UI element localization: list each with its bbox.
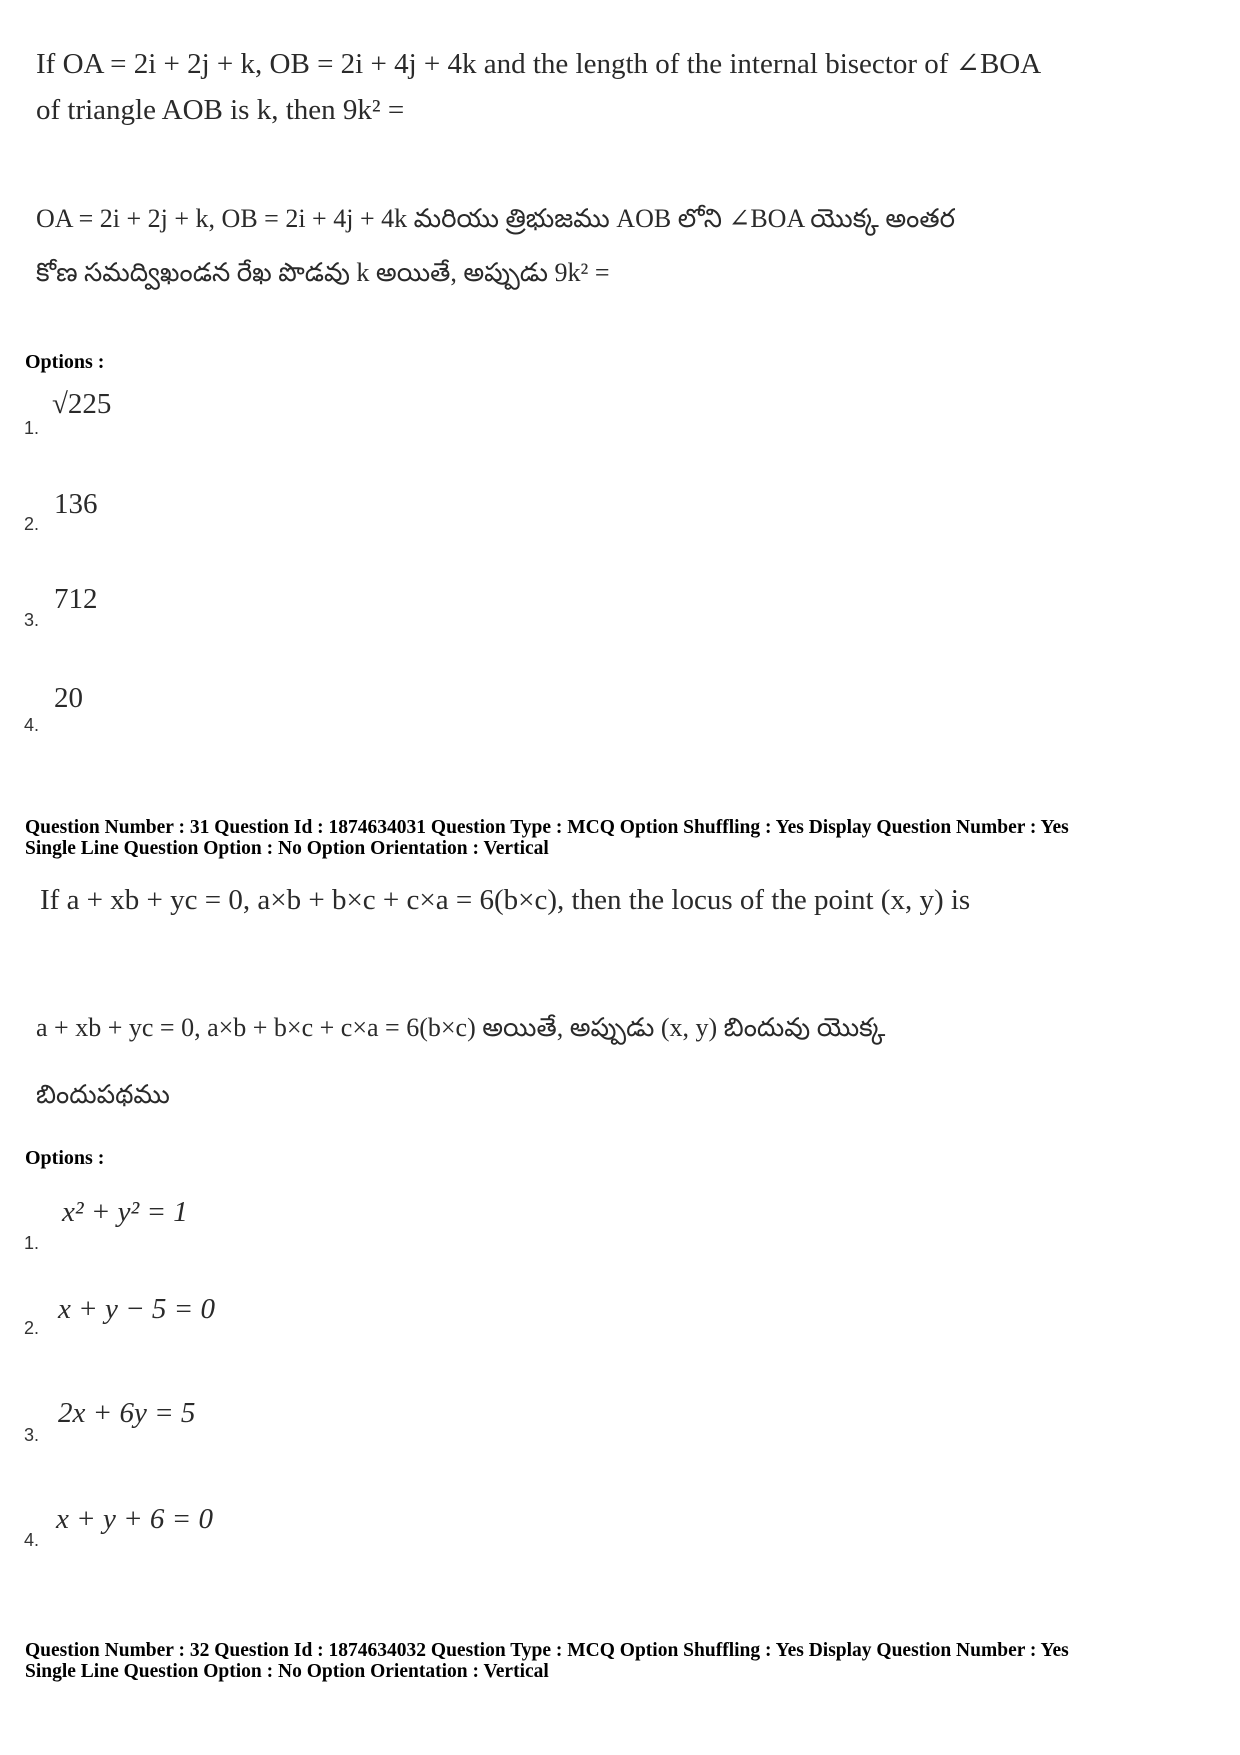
- q30-question-te-line2-text: కోణ సమద్విఖండన రేఖ పొడవు k అయితే, అప్పుడు 9k² =: [36, 258, 610, 287]
- q31-option-3-value: 2x + 6y = 5: [58, 1397, 196, 1429]
- q30-question-te-line2: [36, 258, 609, 294]
- q30-option-2-value: 136: [54, 488, 98, 520]
- q31-option-1-value: x² + y² = 1: [62, 1196, 188, 1228]
- q30-question-en-line2: [36, 94, 404, 127]
- q31-question-en: If a + xb + yc = 0, a×b + b×c + c×a = 6(b×c), then the locus of the point (x, y) is: [40, 884, 971, 916]
- q30-option-1-number: 1.: [24, 418, 40, 438]
- q31-option-2-number: 2.: [24, 1318, 40, 1338]
- q31-option-4-number: 4.: [24, 1530, 40, 1550]
- q30-option-4-value: 20: [54, 682, 83, 714]
- q30-question-te-line1: [36, 204, 955, 240]
- q30-question-te-line1-text: OA = 2i + 2j + k, OB = 2i + 4j + 4k మరియు త్రిభుజము AOB లోని ∠BOA యొక్క అంతర: [36, 204, 955, 233]
- q31-meta-line2: Single Line Question Option : No Option Orientation : Vertical: [25, 838, 549, 859]
- q31-option-1-number: 1.: [24, 1233, 40, 1253]
- q30-question-en-line1-text: If OA = 2i + 2j + k, OB = 2i + 4j + 4k and the length of the internal bisector of ∠BOA: [36, 48, 1042, 80]
- q31-option-4-value: x + y + 6 = 0: [56, 1503, 213, 1535]
- q31-options-label: Options :: [25, 1147, 105, 1169]
- q30-options-label: Options :: [25, 351, 105, 373]
- q31-question-te-line2: బిందుపథము: [36, 1080, 170, 1109]
- q30-option-2-number: 2.: [24, 514, 40, 534]
- q30-question-en-line1: [36, 46, 1041, 81]
- q30-option-3-value: 712: [54, 583, 98, 615]
- q32-meta-line2: Single Line Question Option : No Option Orientation : Vertical: [25, 1661, 549, 1682]
- q31-option-3-number: 3.: [24, 1425, 40, 1445]
- q30-option-1-value: √225: [52, 388, 112, 420]
- q32-meta-line1: Question Number : 32 Question Id : 1874634032 Question Type : MCQ Option Shuffling : Yes Display Question Number : Yes: [25, 1640, 1069, 1661]
- q30-question-en-line2-text: of triangle AOB is k, then 9k² =: [36, 94, 405, 126]
- q31-meta-line1: Question Number : 31 Question Id : 1874634031 Question Type : MCQ Option Shuffling : Yes Display Question Number : Yes: [25, 817, 1069, 838]
- q30-option-4-number: 4.: [24, 715, 40, 735]
- q31-question-te-line1: a + xb + yc = 0, a×b + b×c + c×a = 6(b×c) అయితే, అప్పుడు (x, y) బిందువు యొక్క: [36, 1013, 886, 1042]
- q30-option-3-number: 3.: [24, 610, 40, 630]
- q31-option-2-value: x + y − 5 = 0: [58, 1293, 215, 1325]
